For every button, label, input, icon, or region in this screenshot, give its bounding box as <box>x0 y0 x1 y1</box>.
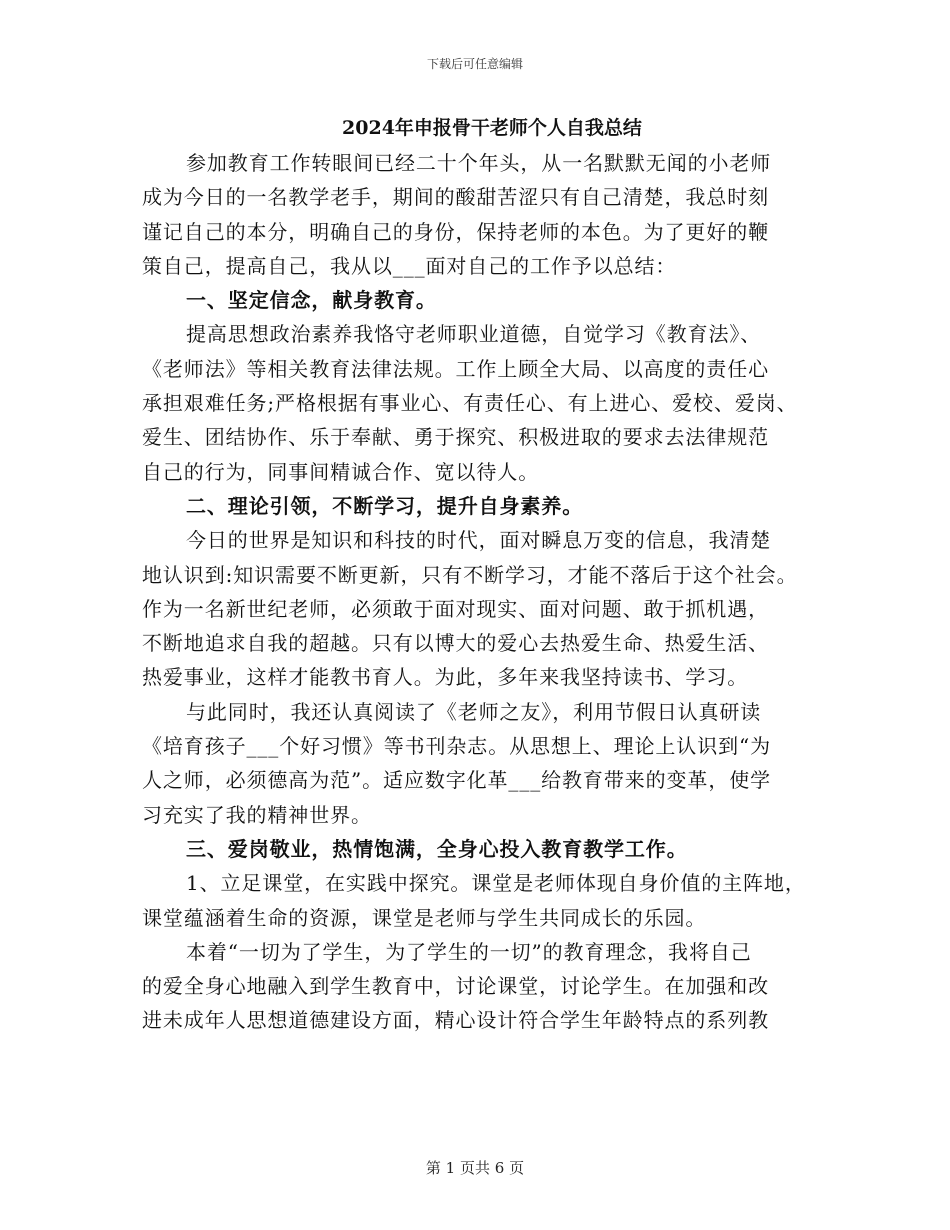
paragraph-line: 承担艰难任务;严格根据有事业心、有责任心、有上进心、爱校、爱岗、 <box>142 391 798 416</box>
section-heading: 二、理论引领，不断学习，提升自身素养。 <box>186 493 584 518</box>
page-number: 第 1 页共 6 页 <box>425 1159 525 1177</box>
paragraph-line: 自己的行为，同事间精诚合作、宽以待人。 <box>142 459 540 484</box>
paragraph-line: 进未成年人思想道德建设方面，精心设计符合学生年龄特点的系列教 <box>142 1008 769 1033</box>
paragraph-line: 谨记自己的本分，明确自己的身份，保持老师的本色。为了更好的鞭 <box>142 219 769 244</box>
text-lines <box>142 146 818 1038</box>
paragraph-line: 作为一名新世纪老师，必须敢于面对现实、面对问题、敢于抓机遇， <box>142 596 769 621</box>
paragraph-line: 的爱全身心地融入到学生教育中，讨论课堂，讨论学生。在加强和改 <box>142 974 769 999</box>
paragraph-line: 爱生、团结协作、乐于奉献、勇于探究、积极进取的要求去法律规范 <box>142 425 769 450</box>
document-body <box>142 110 818 1038</box>
paragraph-line: 习充实了我的精神世界。 <box>142 802 372 827</box>
paragraph-line: 地认识到:知识需要不断更新，只有不断学习，才能不落后于这个社会。 <box>142 562 798 587</box>
paragraph-line: 不断地追求自我的超越。只有以博大的爱心去热爱生命、热爱生活、 <box>142 631 769 656</box>
paragraph-line: 本着“一切为了学生，为了学生的一切”的教育理念，我将自己 <box>186 939 752 964</box>
paragraph-line: 今日的世界是知识和科技的时代，面对瞬息万变的信息，我清楚 <box>186 528 772 553</box>
paragraph-line: 《老师法》等相关教育法律法规。工作上顾全大局、以高度的责任心 <box>142 356 769 381</box>
paragraph-line: 提高思想政治素养我恪守老师职业道德，自觉学习《教育法》、 <box>186 322 762 347</box>
header-note: 下载后可任意编辑 <box>426 57 523 71</box>
paragraph-line: 参加教育工作转眼间已经二十个年头，从一名默默无闻的小老师 <box>186 151 772 175</box>
paragraph-line: 1、立足课堂，在实践中探究。课堂是老师体现自身价值的主阵地， <box>186 871 806 896</box>
paragraph-line: 成为今日的一名教学老手，期间的酸甜苦涩只有自己清楚，我总时刻 <box>142 185 769 210</box>
paragraph-line: 《培育孩子___个好习惯》等书刊杂志。从思想上、理论上认识到“为 <box>142 734 772 759</box>
section-heading: 三、爱岗敬业，热情饱满，全身心投入教育教学工作。 <box>186 836 688 861</box>
section-heading: 一、坚定信念，献身教育。 <box>186 288 437 313</box>
paragraph-line: 热爱事业，这样才能教书育人。为此，多年来我坚持读书、学习。 <box>142 665 749 690</box>
paragraph-line: 人之师，必须德高为范”。适应数字化革___给教育带来的变革，使学 <box>142 768 772 793</box>
paragraph-line: 策自己，提高自己，我从以___面对自己的工作予以总结： <box>142 253 677 278</box>
paragraph-line: 课堂蕴涵着生命的资源，课堂是老师与学生共同成长的乐园。 <box>142 905 707 930</box>
paragraph-line: 与此同时，我还认真阅读了《老师之友》，利用节假日认真研读 <box>186 699 762 724</box>
document-title: 2024年申报骨干老师个人自我总结 <box>342 117 642 139</box>
